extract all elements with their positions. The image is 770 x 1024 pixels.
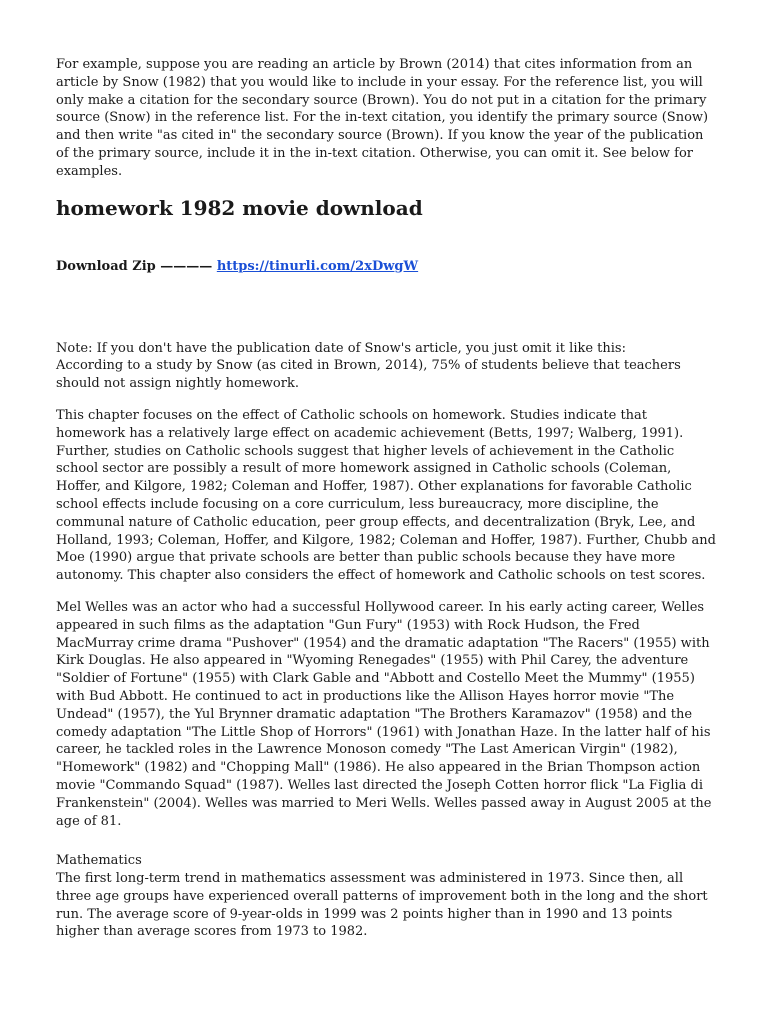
mathematics-section [56, 852, 716, 941]
download-line [56, 258, 716, 276]
welles-paragraph: Mel Welles was an actor who had a successful Hollywood career. In his early acting career, Welles appeared in such films as the adaptation "Gun Fury" (1953) with Rock Hudson, the Fred MacMurray crime drama "Pushover" (1954) and the dramatic adaptation "The Racers" (1955) with Kirk Douglas. He also appeared in "Wyoming Renegades" (1955) with Phil Carey, the adventure "Soldier of Fortune" (1955) with Clark Gable and "Abbott and Costello Meet the Mummy" (1955) with Bud Abbott. He continued to act in productions like the Allison Hayes horror movie "The Undead" (1957), the Yul Brynner dramatic adaptation "The Brothers Karamazov" (1958) and the comedy adaptation "The Little Shop of Horrors" (1961) with Jonathan Haze. In the latter half of his career, he tackled roles in the Lawrence Monoson comedy "The Last American Virgin" (1982), "Homework" (1982) and "Chopping Mall" (1986). He also appeared in the Brian Thompson action movie "Commando Squad" (1987). Welles last directed the Joseph Cotten horror flick "La Figlia di Frankenstein" (2004). Welles was married to Meri Wells. Welles passed away in August 2005 at the age of 81. [56, 599, 712, 829]
mathematics-paragraph: The first long-term trend in mathematics assessment was administered in 1973. Since then, all three age groups have experienced overall patterns of improvement both in the long and the short run. The average score of 9-year-olds in 1999 was 2 points higher than in 1990 and 13 points higher than average scores from 1973 to 1982. [56, 871, 708, 940]
catholic-paragraph: This chapter focuses on the effect of Catholic schools on homework. Studies indicate that homework has a relatively large effect on academic achievement (Betts, 1997; Walberg, 1991). Further, studies on Catholic schools suggest that higher levels of achievement in the Catholic school sector are possibly a result of more homework assigned in Catholic schools (Coleman, Hoffer, and Kilgore, 1982; Coleman and Hoffer, 1987). Other explanations for favorable Catholic school effects include focusing on a core curriculum, less bureaucracy, more discipline, the communal nature of Catholic education, peer group effects, and decentralization (Bryk, Lee, and Holland, 1993; Coleman, Hoffer, and Kilgore, 1982; Coleman and Hoffer, 1987). Further, Chubb and Moe (1990) argue that private schools are better than public schools because they have more autonomy. This chapter also considers the effect of homework and Catholic schools on test scores. [56, 407, 716, 584]
download-link[interactable]: https://tinurli.com/2xDwgW [216, 258, 419, 274]
note-block [56, 340, 716, 393]
note-line: Note: If you don't have the publication date of Snow's article, you just omit it like this: [56, 340, 626, 356]
page-title: homework 1982 movie download [56, 195, 423, 220]
intro-paragraph: For example, suppose you are reading an article by Brown (2014) that cites information from an article by Snow (1982) that you would like to include in your essay. For the reference list, you will only make a citation for the secondary source (Brown). You do not put in a citation for the primary source (Snow) in the reference list. For the in-text citation, you identify the primary source (Snow) and then write "as cited in" the secondary source (Brown). If you know the year of the publication of the primary source, include it in the in-text citation. Otherwise, you can omit it. See below for examples. [56, 57, 709, 179]
note-example: According to a study by Snow (as cited in Brown, 2014), 75% of students believe that teachers should not assign nightly homework. [56, 358, 681, 392]
document-page [56, 56, 716, 941]
mathematics-title: Mathematics [56, 853, 142, 869]
download-label: Download Zip ———— [56, 258, 217, 274]
